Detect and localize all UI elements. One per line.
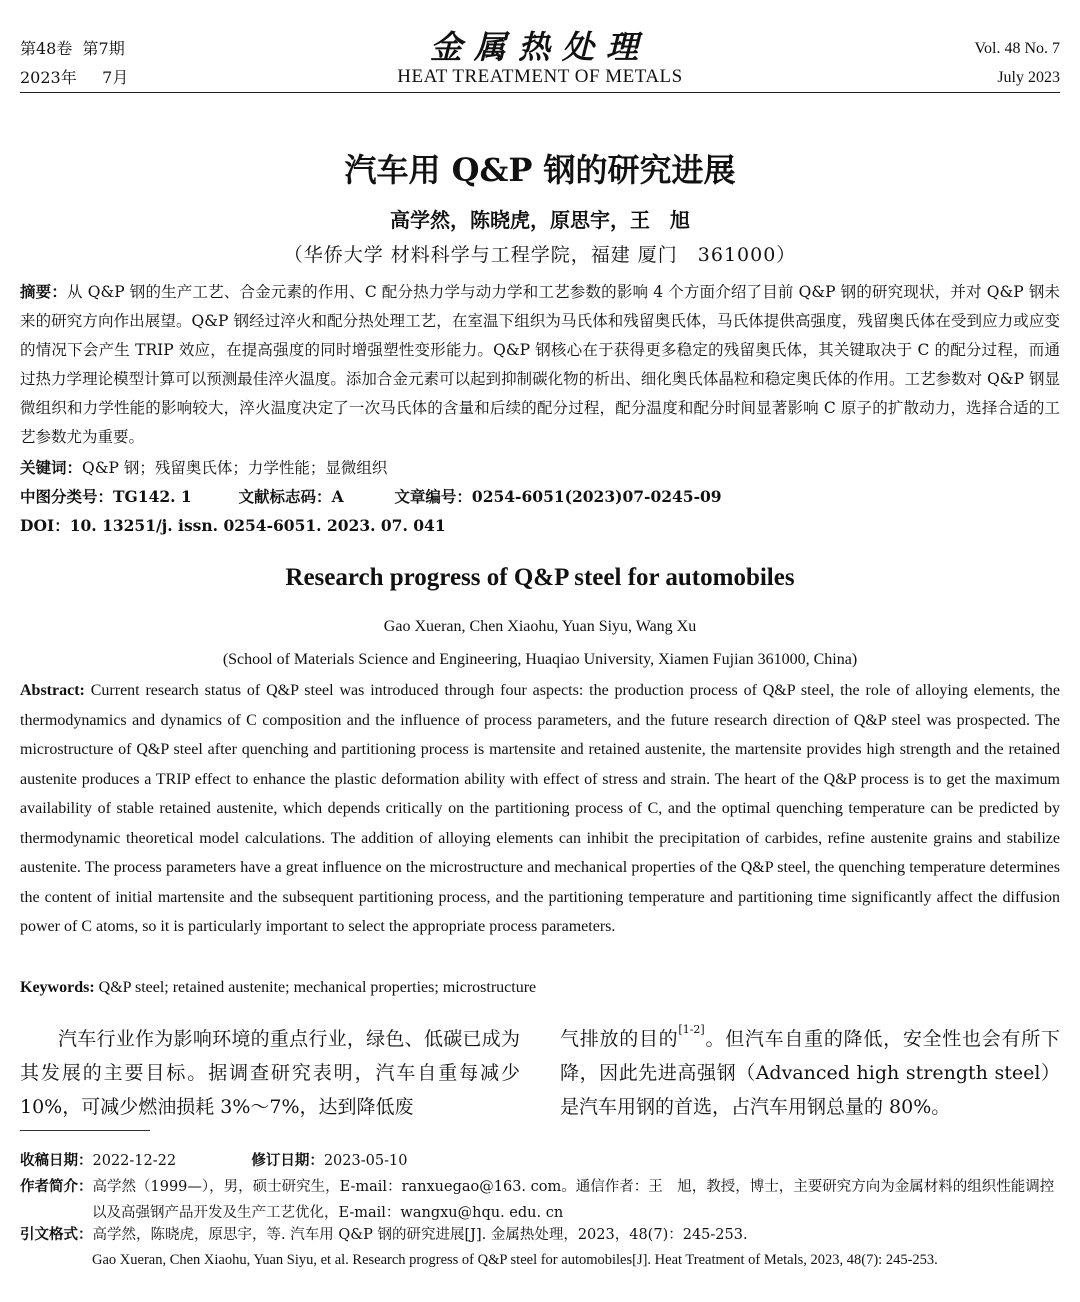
- received-label: 收稿日期：: [20, 1152, 93, 1169]
- doc-code-value: A: [331, 487, 344, 506]
- paper-title-cn: 汽车用 Q&P 钢的研究进展: [344, 151, 736, 189]
- abstract-text-cn: 从 Q&P 钢的生产工艺、合金元素的作用、C 配分热力学与动力学和工艺参数的影响 4 个方面介绍了目前 Q&P 钢的研究现状，并对 Q&P 钢未来的研究方向作出展望。Q&P 钢经过淬火和配分热处理工艺，在室温下组织为马氏体和残留奥氏体，马氏体提供高强度，残留奥氏体在受到应力或应变的情况下会产生 TRIP 效应，在提高强度的同时增强塑性变形能力。Q&P 钢核心在于获得更多稳定的残留奥氏体，其关键取决于 C 的配分过程，而通过热力学理论模型计算可以预测最佳淬火温度。添加合金元素可以起到抑制碳化物的析出、细化奥氏体晶粒和稳定奥氏体的作用。工艺参数对 Q&P 钢显微组织和力学性能的影响较大，淬火温度决定了一次马氏体的含量和后续的配分过程，配分温度和配分时间显著影响 C 原子的扩散动力，选择合适的工艺参数尤为重要。: [20, 283, 1060, 446]
- volume-info-en: [975, 34, 1061, 92]
- citation-en: Gao Xueran, Chen Xiaohu, Yuan Siyu, et al. Research progress of Q&P steel for automobiles[J]. Heat Treatment of Metals, 2023, 48(7): 245-253.: [92, 1252, 938, 1268]
- doi-row: [20, 511, 446, 540]
- body-column-left: 汽车行业作为影响环境的重点行业，绿色、低碳已成为其发展的主要目标。据调查研究表明，汽车自重每减少 10%，可减少燃油损耗 3%～7%，达到降低废: [20, 1028, 520, 1118]
- affiliation-en: (School of Materials Science and Engineering, Huaqiao University, Xiamen Fujian 361000, China): [222, 651, 858, 668]
- doi-label: DOI：: [20, 516, 70, 535]
- classification-row: [20, 482, 722, 511]
- affiliation-cn: （华侨大学 材料科学与工程学院，福建 厦门 361000）: [283, 244, 797, 266]
- bio-line-1: 高学然（1999—），男，硕士研究生，E-mail：ranxuegao@163. com。通信作者：王 旭，教授，博士，主要研究方向为金属材料的组织性能调控: [92, 1179, 1055, 1195]
- date-cn: 2023年 7月: [20, 68, 129, 87]
- dates-row: [20, 1148, 407, 1174]
- abstract-label-en: Abstract:: [20, 682, 85, 699]
- body-right-text-end: 。但汽车自重的降低，安全性也会有所下降，因此先进高强钢（Advanced high strength steel）是汽车用钢的首选，占汽车用钢总量的 80%。: [560, 1028, 1060, 1118]
- doc-code-label: 文献标志码：: [238, 487, 332, 506]
- abstract-cn: [20, 277, 1060, 452]
- abstract-text-en: Current research status of Q&P steel was introduced through four aspects: the production process of Q&P steel, the role of alloying elements, the thermodynamics and dynamics of C composition and the influence of process parameters, and the future research direction of Q&P steel was prospected. The microstructure of Q&P steel after quenching and partitioning process is martensite and retained austenite, the martensite provides high strength and the retained austenite produces a TRIP effect to enhance the plastic deformation ability with effect of stress and strain. The heart of the Q&P process is to get the maximum availability of stable retained austenite, which depends critically on the partitioning process of C, and the optimal quenching temperature can be predicted by thermodynamic theoretical model calculations. The addition of alloying elements can inhibit the precipitation of carbides, refine austenite grains and stabilize austenite. The process parameters have a great influence on the microstructure and mechanical properties of the Q&P steel, the quenching temperature determines the content of initial martensite and the subsequent partitioning process, and the partitioning temperature and partitioning time significantly affect the diffusion power of C atoms, so it is particularly important to select the appropriate process parameters.: [20, 682, 1060, 935]
- cite-label: 引文格式：: [20, 1226, 93, 1243]
- keywords-text-en: Q&P steel; retained austenite; mechanical properties; microstructure: [94, 979, 537, 996]
- doi-value: 10. 13251/j. issn. 0254-6051. 2023. 07. 041: [69, 516, 446, 535]
- authors-en: Gao Xueran, Chen Xiaohu, Yuan Siyu, Wang Xu: [383, 618, 697, 635]
- keywords-cn: [20, 453, 1060, 483]
- revised-date: 2023-05-10: [323, 1153, 408, 1169]
- keywords-text-cn: Q&P 钢；残留奥氏体；力学性能；显微组织: [82, 459, 388, 477]
- citation-cn: [20, 1222, 1060, 1248]
- clc-label: 中图分类号：: [20, 487, 114, 506]
- cite-text-cn: 高学然，陈晓虎，原思宇，等. 汽车用 Q&P 钢的研究进展[J]. 金属热处理，2023，48(7)：245-253.: [92, 1227, 748, 1243]
- journal-logo-cn: 金属热处理: [429, 28, 650, 66]
- authors-cn: 高学然，陈晓虎，原思宇，王 旭: [390, 208, 690, 232]
- volume-issue-cn: 第48卷 第7期: [20, 39, 125, 58]
- body-right-text-start: 气排放的目的: [560, 1028, 679, 1050]
- keywords-label-cn: 关键词：: [20, 458, 83, 477]
- article-no-label: 文章编号：: [394, 487, 472, 506]
- date-en: July 2023: [997, 69, 1060, 86]
- citation-ref: [1-2]: [678, 1023, 705, 1036]
- received-date: 2022-12-22: [92, 1153, 177, 1169]
- footnote-rule: [20, 1130, 150, 1131]
- revised-label: 修订日期：: [251, 1152, 324, 1169]
- body-column-right: [560, 1022, 1060, 1124]
- paper-title-en: Research progress of Q&P steel for automobiles: [285, 564, 795, 591]
- clc-value: TG142. 1: [113, 487, 192, 506]
- header-rule: [20, 92, 1060, 93]
- bio-line-2: 以及高强钢产品开发及生产工艺优化，E-mail：wangxu@hqu. edu. cn: [92, 1205, 564, 1221]
- author-bio: [20, 1174, 1060, 1226]
- abstract-label-cn: 摘要：: [20, 282, 68, 301]
- abstract-en: [20, 676, 1060, 942]
- keywords-label-en: Keywords:: [20, 979, 95, 996]
- bio-label: 作者简介：: [20, 1178, 93, 1195]
- volume-issue-en: Vol. 48 No. 7: [974, 40, 1060, 57]
- journal-name-en: HEAT TREATMENT OF METALS: [397, 66, 683, 87]
- keywords-en: [20, 973, 536, 1002]
- article-no-value: 0254-6051(2023)07-0245-09: [471, 487, 722, 506]
